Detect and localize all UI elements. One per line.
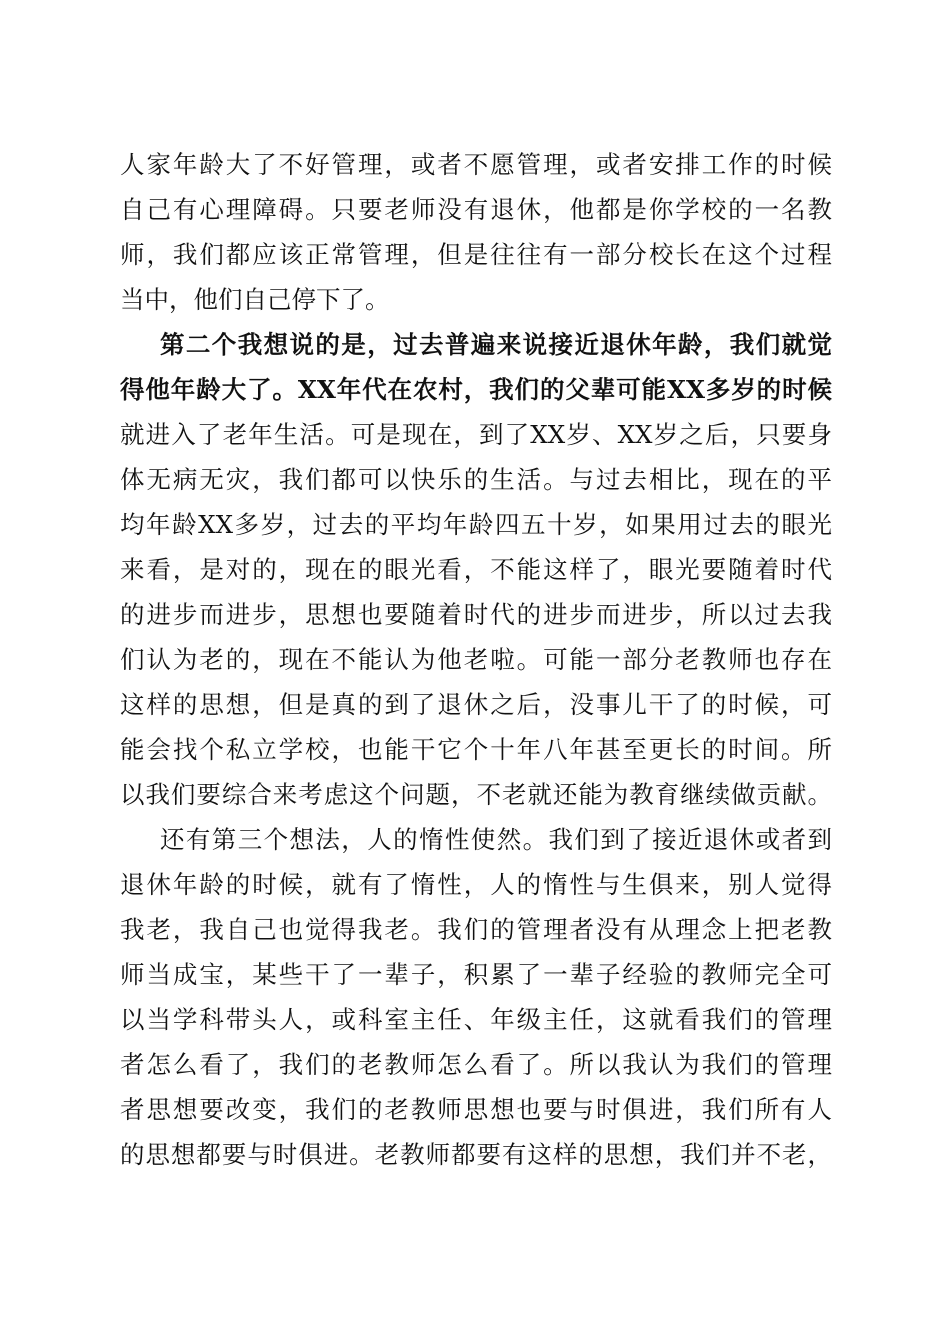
text-line: 均年龄XX多岁，过去的平均年龄四五十岁，如果用过去的眼光	[120, 510, 832, 539]
text-line: 的思想都要与时俱进。老教师都要有这样的思想，我们并不老，	[120, 1140, 832, 1169]
text-line: 以我们要综合来考虑这个问题，不老就还能为教育继续做贡献。	[120, 780, 832, 809]
text-line: 的进步而进步，思想也要随着时代的进步而进步，所以过去我	[120, 600, 832, 629]
text-line: 者思想要改变，我们的老教师思想也要与时俱进，我们所有人	[120, 1095, 832, 1124]
text-line: 以当学科带头人，或科室主任、年级主任，这就看我们的管理	[120, 1005, 832, 1034]
document-body	[120, 142, 832, 1177]
text-line: 得他年龄大了。XX年代在农村，我们的父辈可能XX多岁的时候	[120, 375, 832, 404]
text-line: 来看，是对的，现在的眼光看，不能这样了，眼光要随着时代	[120, 555, 832, 584]
text-line: 我老，我自己也觉得我老。我们的管理者没有从理念上把老教	[120, 915, 832, 944]
paragraph-3-first-line: 还有第三个想法，人的惰性使然。我们到了接近退休或者到	[160, 825, 832, 854]
text-line: 自己有心理障碍。只要老师没有退休，他都是你学校的一名教	[120, 195, 832, 224]
text-line: 就进入了老年生活。可是现在，到了XX岁、XX岁之后，只要身	[120, 420, 832, 449]
text-line: 这样的思想，但是真的到了退休之后，没事儿干了的时候，可	[120, 690, 832, 719]
text-line: 们认为老的，现在不能认为他老啦。可能一部分老教师也存在	[120, 645, 832, 674]
text-line: 能会找个私立学校，也能干它个十年八年甚至更长的时间。所	[120, 735, 832, 764]
paragraph-2-first-line: 第二个我想说的是，过去普遍来说接近退休年龄，我们就觉	[160, 330, 832, 359]
text-line: 者怎么看了，我们的老教师怎么看了。所以我认为我们的管理	[120, 1050, 832, 1079]
text-line: 退休年龄的时候，就有了惰性，人的惰性与生俱来，别人觉得	[120, 870, 832, 899]
text-line: 师，我们都应该正常管理，但是往往有一部分校长在这个过程	[120, 240, 832, 269]
text-line: 人家年龄大了不好管理，或者不愿管理，或者安排工作的时候	[120, 150, 832, 179]
text-line: 当中，他们自己停下了。	[120, 285, 390, 314]
text-line: 体无病无灾，我们都可以快乐的生活。与过去相比，现在的平	[120, 465, 832, 494]
text-line: 师当成宝，某些干了一辈子，积累了一辈子经验的教师完全可	[120, 960, 832, 989]
